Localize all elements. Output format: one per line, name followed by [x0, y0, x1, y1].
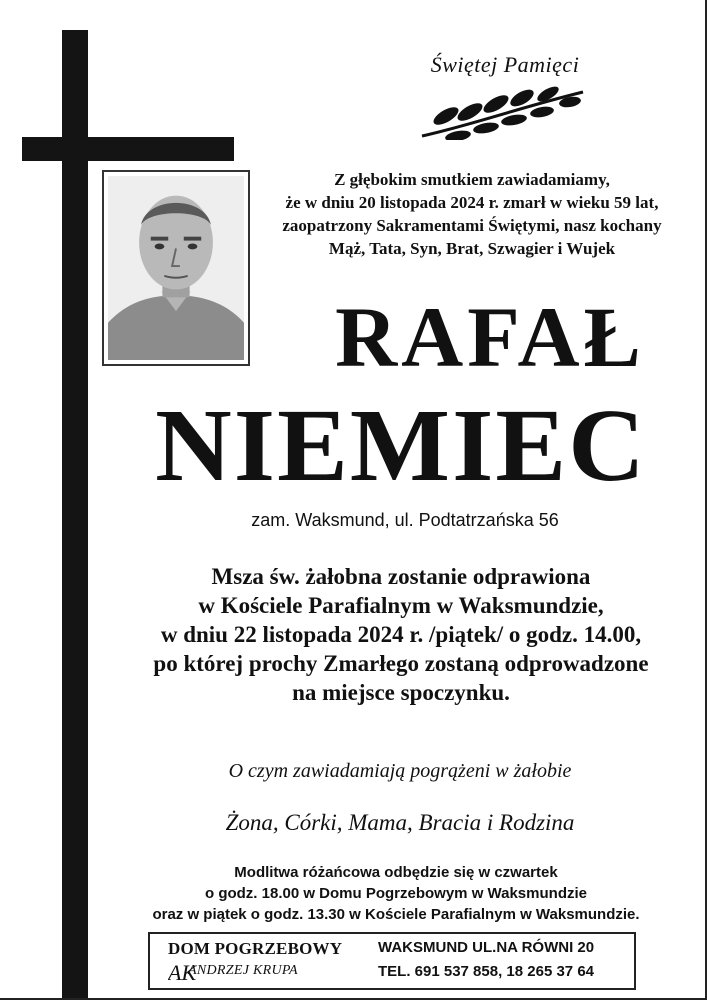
rosary-line: oraz w piątek o godz. 13.30 w Kościele Parafialnym w Waksmundzie.: [152, 906, 640, 923]
mass-line: w Kościele Parafialnym w Waksmundzie,: [198, 593, 604, 618]
cross-vertical-beam: [62, 30, 88, 998]
portrait-photo-frame: [102, 170, 250, 366]
funeral-home-owner: ANDRZEJ KRUPA: [188, 963, 298, 978]
logo-letters: AK: [168, 960, 197, 985]
rosary-line: Modlitwa różańcowa odbędzie się w czwartek: [234, 864, 558, 881]
announcement-line: że w dniu 20 listopada 2024 r. zmarł w wieku 59 lat,: [285, 193, 659, 212]
announcement-line: zaopatrzony Sakramentami Świętymi, nasz kochany: [282, 216, 662, 235]
mass-line: po której prochy Zmarłego zostaną odprowadzone: [153, 651, 649, 676]
mass-info: [96, 562, 706, 707]
announcement-line: Mąż, Tata, Syn, Brat, Szwagier i Wujek: [328, 239, 616, 258]
olive-branch-icon: [418, 86, 588, 140]
mass-line: Msza św. żałobna zostanie odprawiona: [211, 564, 591, 589]
death-announcement: [252, 168, 692, 260]
deceased-first-name: RAFAŁ: [335, 289, 645, 385]
funeral-home-phone: TEL. 691 537 858, 18 265 37 64: [378, 963, 594, 980]
mass-line: na miejsce spoczynku.: [292, 680, 510, 705]
rosary-info: [96, 862, 696, 925]
funeral-home-box: [148, 932, 636, 990]
deceased-address: zam. Waksmund, ul. Podtatrzańska 56: [251, 510, 559, 530]
deceased-last-name: NIEMIEC: [155, 388, 647, 503]
portrait-photo: [108, 176, 244, 360]
cross-horizontal-beam: [22, 137, 234, 161]
rosary-line: o godz. 18.00 w Domu Pogrzebowym w Waksmundzie: [204, 885, 587, 902]
announcement-line: Z głębokim smutkiem zawiadamiamy,: [334, 170, 610, 189]
family-line: Żona, Córki, Mama, Bracia i Rodzina: [225, 810, 575, 835]
memorial-heading: Świętej Pamięci: [430, 52, 580, 77]
notify-line: O czym zawiadamiają pogrążeni w żałobie: [228, 760, 572, 782]
mass-line: w dniu 22 listopada 2024 r. /piątek/ o godz. 14.00,: [160, 622, 642, 647]
funeral-home-name: DOM POGRZEBOWY: [168, 939, 343, 958]
funeral-home-address: WAKSMUND UL.NA RÓWNI 20: [378, 939, 595, 956]
